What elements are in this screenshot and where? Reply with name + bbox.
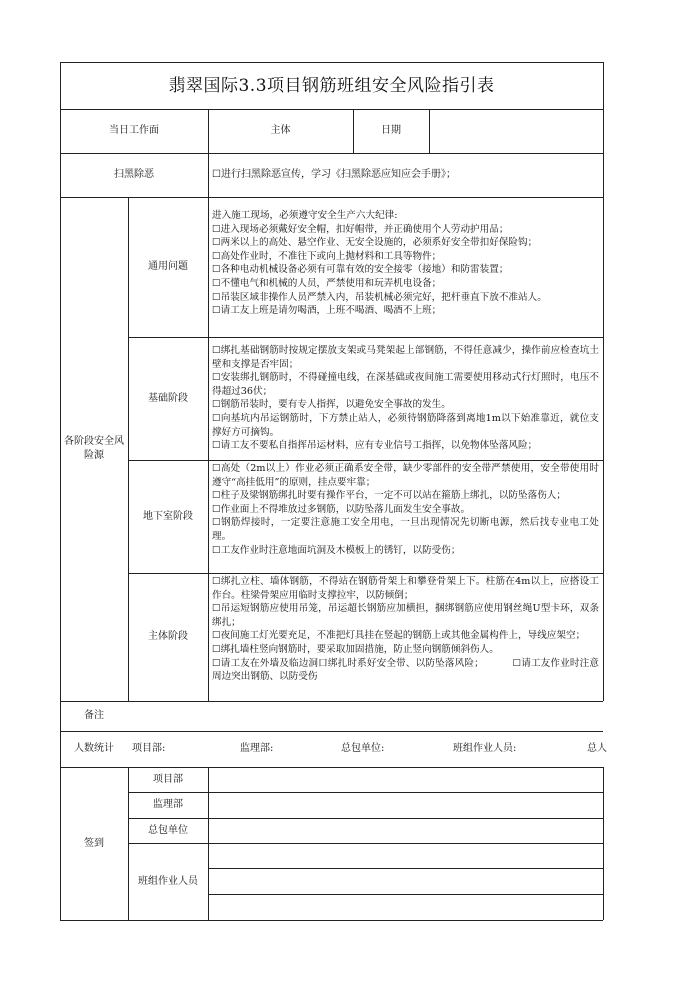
remarks-field[interactable] <box>128 701 603 731</box>
signin-team-workers-label: 班组作业人员 <box>138 875 198 887</box>
signin-supervision-field[interactable] <box>208 792 603 818</box>
date-label: 日期 <box>381 125 401 136</box>
subject-label: 主体 <box>270 125 291 136</box>
stage-foundation-label: 基础阶段 <box>148 392 188 404</box>
signin-project-dept-label: 项目部 <box>153 773 183 785</box>
signin-project-dept-field[interactable] <box>208 767 603 792</box>
remarks-label: 备注 <box>84 710 104 721</box>
stage-basement-label: 地下室阶段 <box>143 510 193 522</box>
headcount-project-dept: 项目部: <box>132 743 166 754</box>
gang-elimination-content: ☐进行扫黑除恶宣传，学习《扫黑除恶应知应会手册》； <box>212 169 456 180</box>
signin-supervision-label: 监理部 <box>153 799 183 810</box>
stage-foundation-content: ☐绑扎基础钢筋时按规定摆放支架或马凳架起上部钢筋，不得任意减少，操作前应检查坑土 壁和支撑是否牢固； ☐安装绑扎钢筋时，不得碰撞电线，在深基础或夜间施工需要使用移动式行灯照时，电压不得超过36伏； ☐钢筋吊装时，要有专人指挥，以避免安全事故的发生。 ☐向基坑内吊运钢筋时，下方禁止站人，必须待钢筋降落到离地1m以下始准靠近，就位支撑好方可摘钩。 ☐请工友不要私自指挥吊运材料，应有专业信号工指挥，以免物体坠落风险； <box>212 345 599 452</box>
signin-team-workers-field-3[interactable] <box>208 894 603 920</box>
workday-label: 当日工作面 <box>109 125 159 136</box>
risk-section-label: 各阶段安全风险源 <box>64 436 124 461</box>
signin-label: 签到 <box>84 837 104 849</box>
headcount-supervision: 监理部: <box>240 743 274 754</box>
gang-elimination-label: 扫黑除恶 <box>114 169 154 180</box>
signin-team-workers-field-2[interactable] <box>208 868 603 894</box>
stage-basement-content: ☐高处（2m以上）作业必须正确系安全带，缺少零部件的安全带严禁使用，安全带使用时遵守“高挂低用”的原则，挂点要牢靠； ☐柱子及梁钢筋绑扎时要有操作平台，一定不可以站在箍筋上绑扎，以防坠落伤人； ☐作业面上不得堆放过多钢筋，以防坠落儿面发生安全事故。 ☐钢筋焊接时，一定要注意施工安全用电，一旦出现情况先切断电源，然后找专业电工处理。 ☐工友作业时注意地面坑洞及木模板上的锈钉，以防受伤； <box>212 463 599 556</box>
date-value-field[interactable] <box>429 109 603 153</box>
stage-general-content: 进入施工现场，必须遵守安全生产六大纪律: ☐进入现场必须戴好安全帽，扣好帽带，并正确使用个人劳动护用品； ☐两米以上的高处、悬空作业、无安全设施的，必须系好安全带扣好保险钩； ☐高处作业时，不准往下或向上抛材料和工具等物件； ☐各种电动机械设备必须有可靠有效的安全接零（接地）和防雷装置； ☐不懂电气和机械的人员，严禁使用和玩弄机电设备； ☐吊装区域非操作人员严禁入内，吊装机械必须完好，把杆垂直下放不准站人。 ☐请工友上班是请勿喝酒，上班不喝酒、喝酒不上班； <box>212 210 547 317</box>
headcount-total: 总人 <box>587 743 607 754</box>
stage-main-structure-content: ☐绑扎立柱、墙体钢筋，不得站在钢筋骨架上和攀登骨架上下。柱筋在4m以上，应搭设工作台。柱梁骨架应用临时支撑拉牢，以防倾倒； ☐吊运短钢筋应使用吊笼，吊运超长钢筋应加横担，捆绑钢筋应使用钢丝绳U型卡环，双条绑扎； ☐夜间施工灯光要充足，不准把灯具挂在竖起的钢筋上或其他金属构件上，导线应架空； ☐绑扎墙柱竖向钢筋时，要采取加固措施，防止竖向钢筋倾斜伤人。 ☐请工友在外墙及临边洞口绑扎时系好安全带、以防坠落风险； ☐请工友作业时注意周边突出钢筋、以防受伤 <box>212 576 599 683</box>
headcount-general-contractor: 总包单位: <box>341 743 385 754</box>
signin-general-contractor-field[interactable] <box>208 818 603 843</box>
headcount-label: 人数统计 <box>74 743 114 754</box>
stage-main-structure-label: 主体阶段 <box>148 631 188 642</box>
signin-general-contractor-label: 总包单位 <box>148 824 188 836</box>
stage-general-label: 通用问题 <box>148 261 188 272</box>
signin-team-workers-field-1[interactable] <box>208 843 603 868</box>
headcount-team-workers: 班组作业人员: <box>453 743 517 754</box>
safety-risk-guide-sheet <box>60 62 607 920</box>
sheet-title: 翡翠国际3.3项目钢筋班组安全风险指引表 <box>168 75 495 96</box>
headcount-row <box>128 731 607 767</box>
